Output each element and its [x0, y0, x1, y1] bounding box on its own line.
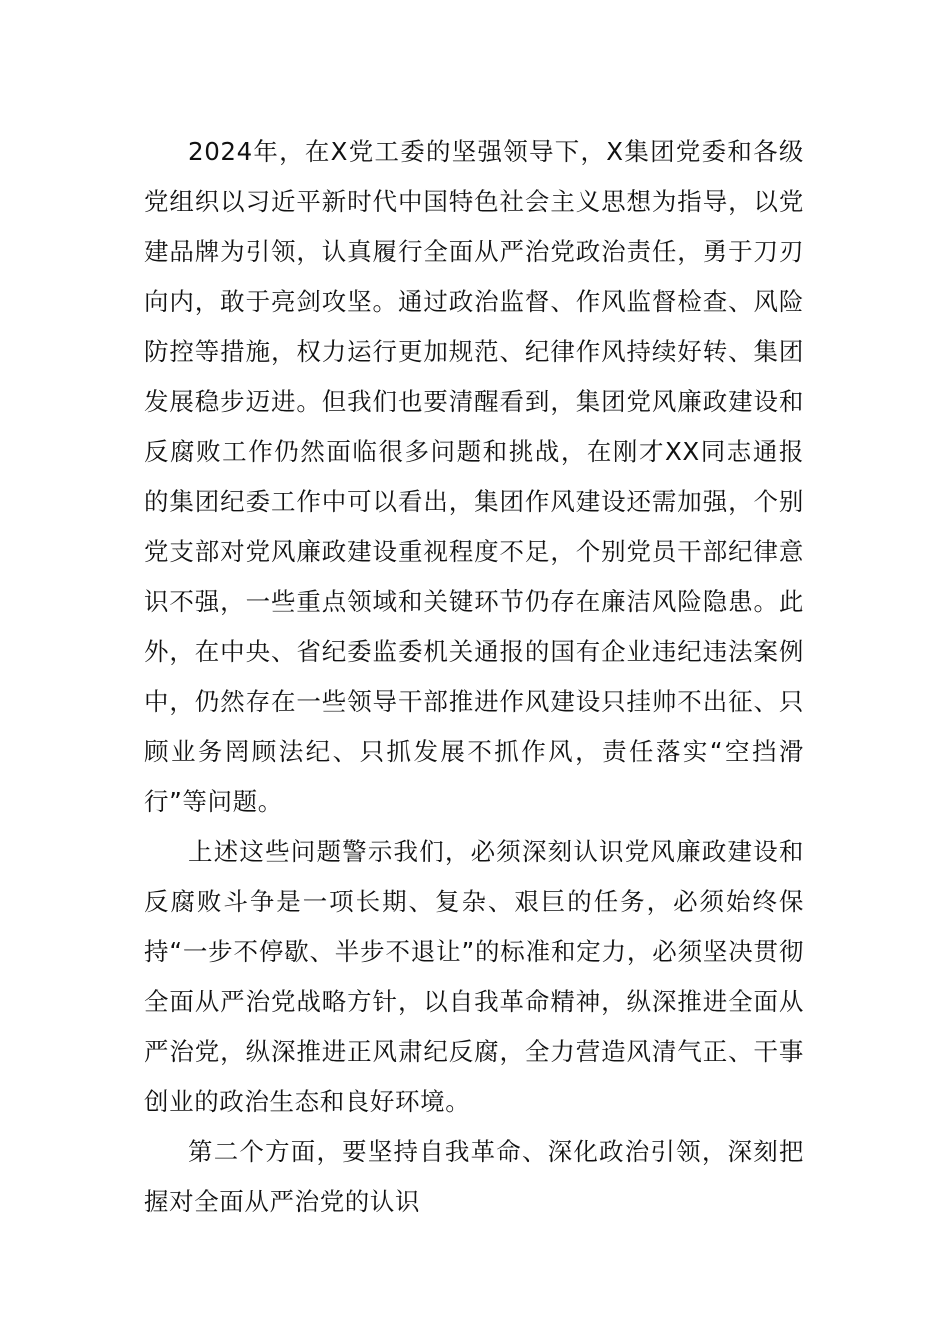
- paragraph-1: 2024年，在X党工委的坚强领导下，X集团党委和各级党组织以习近平新时代中国特色社会主义思想为指导，以党建品牌为引领，认真履行全面从严治党政治责任，勇于刀刃向内，敢于亮剑攻坚。通过政治监督、作风监督检查、风险防控等措施，权力运行更加规范、纪律作风持续好转、集团发展稳步迈进。但我们也要清醒看到，集团党风廉政建设和反腐败工作仍然面临很多问题和挑战，在刚才XX同志通报的集团纪委工作中可以看出，集团作风建设还需加强，个别党支部对党风廉政建设重视程度不足，个别党员干部纪律意识不强，一些重点领域和关键环节仍存在廉洁风险隐患。此外，在中央、省纪委监委机关通报的国有企业违纪违法案例中，仍然存在一些领导干部推进作风建设只挂帅不出征、只顾业务罔顾法纪、只抓发展不抓作风，责任落实“空挡滑行”等问题。: [144, 137, 804, 816]
- paragraph-3: 第二个方面，要坚持自我革命、深化政治引领，深刻把握对全面从严治党的认识: [144, 1137, 804, 1216]
- paragraph-2: 上述这些问题警示我们，必须深刻认识党风廉政建设和反腐败斗争是一项长期、复杂、艰巨的任务，必须始终保持“一步不停歇、半步不退让”的标准和定力，必须坚决贯彻全面从严治党战略方针，以自我革命精神，纵深推进全面从严治党，纵深推进正风肃纪反腐，全力营造风清气正、干事创业的政治生态和良好环境。: [144, 837, 804, 1116]
- document-body: [144, 127, 804, 1227]
